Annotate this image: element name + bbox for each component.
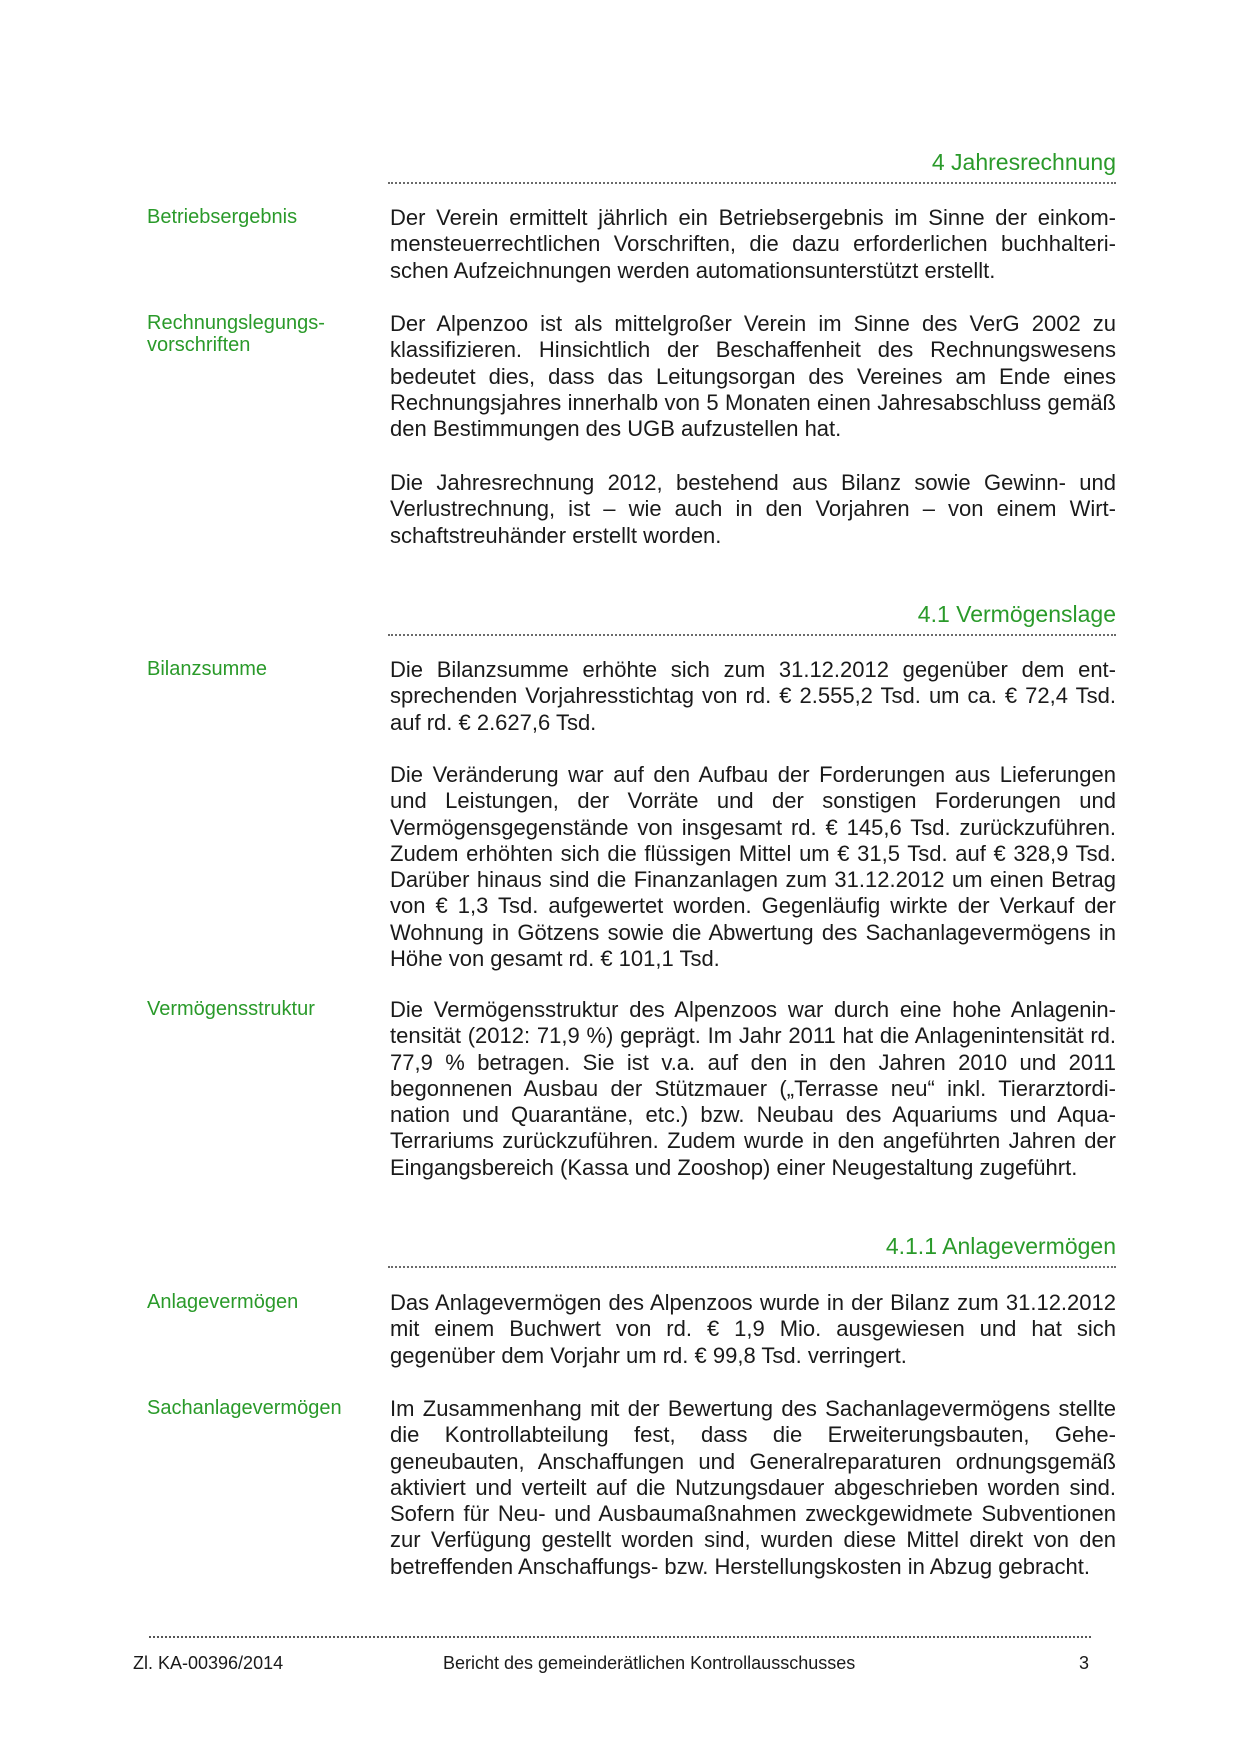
section-heading-4: 4 Jahresrechnung: [388, 148, 1116, 184]
paragraph-betriebsergebnis: Der Verein ermittelt jährlich ein Betriebsergebnis im Sinne der einkommensteuerrechtlichen Vorschriften, die dazu erforderlichen buchhalterischen Aufzeichnungen werden automationsunterstützt erstellt.: [390, 205, 1116, 283]
footer-divider: [149, 1636, 1091, 1638]
footer-page-number: 3: [1079, 1653, 1090, 1673]
paragraph-anlagevermoegen: Das Anlagevermögen des Alpenzoos wurde in der Bilanz zum 31.12.2012 mit einem Buchwert von rd. € 1,9 Mio. ausgewiesen und hat sich gegenüber dem Vorjahr um rd. € 99,8 Tsd. verringert.: [390, 1290, 1116, 1368]
sidenote-bilanzsumme: Bilanzsumme: [147, 658, 268, 680]
section-heading-4-1-1: 4.1.1 Anlagevermögen: [388, 1232, 1116, 1268]
sidenote-anlagevermoegen: Anlagevermögen: [147, 1291, 299, 1313]
sidenote-vermoegensstruktur: Vermögensstruktur: [147, 998, 315, 1020]
paragraph-bilanzsumme: Die Bilanzsumme erhöhte sich zum 31.12.2012 gegenüber dem entsprechenden Vorjahresstichtag von rd. € 2.555,2 Tsd. um ca. € 72,4 Tsd. auf rd. € 2.627,6 Tsd.: [390, 657, 1116, 735]
paragraph-rechnungslegung: Der Alpenzoo ist als mittelgroßer Verein im Sinne des VerG 2002 zu klassifizieren. Hinsichtlich der Beschaffenheit des Rechnungswesens bedeutet dies, dass das Leitungsorgan des Vereines am Ende eines Rechnungsjahres innerhalb von 5 Monaten einen Jahresabschluss gemäß den Bestimmungen des UGB aufzustellen hat.: [390, 311, 1116, 442]
paragraph-jahresrechnung-2012: Die Jahresrechnung 2012, bestehend aus Bilanz sowie Gewinn- und Verlustrechnung, ist – wie auch in den Vorjahren – von einem Wirtschaftstreuhänder erstellt worden.: [390, 470, 1116, 548]
sidenote-betriebsergebnis: Betriebsergebnis: [147, 206, 298, 228]
sidenote-line: Rechnungslegungs-: [147, 312, 325, 334]
sidenote-line: vorschriften: [147, 334, 251, 356]
paragraph-veraenderung: Die Veränderung war auf den Aufbau der Forderungen aus Lieferungen und Leistungen, der Vorräte und der sonstigen Forderungen und Vermögensgegenstände von insgesamt rd. € 145,6 Tsd. zurückzuführen. Zudem erhöhten sich die flüssigen Mittel um € 31,5 Tsd. auf € 328,9 Tsd. Darüber hinaus sind die Finanzanlagen zum 31.12.2012 um einen Betrag von € 1,3 Tsd. aufgewertet worden. Gegenläufig wirkte der Verkauf der Wohnung in Götzens sowie die Abwertung des Sachanlagevermögens in Höhe von gesamt rd. € 101,1 Tsd.: [390, 762, 1116, 972]
footer-title: Bericht des gemeinderätlichen Kontrollausschusses: [443, 1653, 856, 1673]
section-heading-4-1: 4.1 Vermögenslage: [388, 600, 1116, 636]
sidenote-rechnungslegungsvorschriften: [147, 312, 367, 356]
paragraph-vermoegensstruktur: Die Vermögensstruktur des Alpenzoos war durch eine hohe Anlagenintensität (2012: 71,9 %) geprägt. Im Jahr 2011 hat die Anlagenintensität rd. 77,9 % betragen. Sie ist v.a. auf den in den Jahren 2010 und 2011 begonnenen Ausbau der Stützmauer („Terrasse neu“ inkl. Tierarztordination und Quarantäne, etc.) bzw. Neubau des Aquariums und Aqua-Terrariums zurückzuführen. Zudem wurde in den angeführten Jahren der Eingangsbereich (Kassa und Zooshop) einer Neugestaltung zugeführt.: [390, 997, 1116, 1180]
footer-reference: Zl. KA-00396/2014: [133, 1653, 284, 1673]
sidenote-sachanlagevermoegen: Sachanlagevermögen: [147, 1397, 342, 1419]
paragraph-sachanlagevermoegen: Im Zusammenhang mit der Bewertung des Sachanlagevermögens stellte die Kontrollabteilung fest, dass die Erweiterungsbauten, Gehegeneubauten, Anschaffungen und Generalreparaturen ordnungsgemäß aktiviert und verteilt auf die Nutzungsdauer abgeschrieben worden sind. Sofern für Neu- und Ausbaumaßnahmen zweckgewidmete Subventionen zur Verfügung gestellt worden sind, wurden diese Mittel direkt von den betreffenden Anschaffungs- bzw. Herstellungskosten in Abzug gebracht.: [390, 1396, 1116, 1579]
